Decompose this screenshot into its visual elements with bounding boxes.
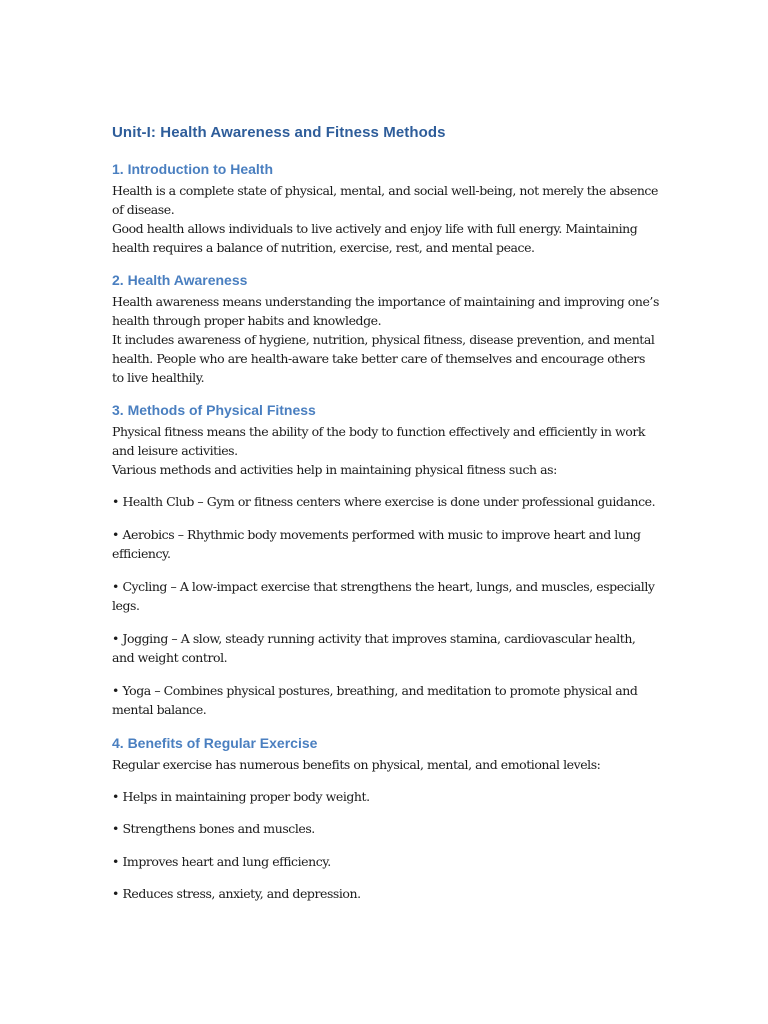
section-benefits-of-regular-exercise — [112, 734, 660, 904]
bullet-item: • Cycling – A low-impact exercise that strengthens the heart, lungs, and muscles, especially legs. — [112, 578, 655, 613]
bullet-item: • Reduces stress, anxiety, and depression. — [112, 886, 361, 901]
section-heading: 2. Health Awareness — [112, 272, 248, 288]
bullet-item: • Yoga – Combines physical postures, breathing, and meditation to promote physical and mental balance. — [112, 682, 638, 717]
bullet-item: • Health Club – Gym or fitness centers where exercise is done under professional guidance. — [112, 494, 656, 509]
paragraph: Health is a complete state of physical, mental, and social well-being, not merely the absence of disease. — [112, 183, 658, 217]
paragraph: Various methods and activities help in maintaining physical fitness such as: — [112, 462, 557, 477]
paragraph: Health awareness means understanding the importance of maintaining and improving one’s health through proper habits and knowledge. — [112, 294, 659, 328]
document-body — [112, 160, 660, 904]
section-heading: 3. Methods of Physical Fitness — [112, 402, 316, 418]
section-introduction-to-health — [112, 160, 660, 257]
document-title: Unit-I: Health Awareness and Fitness Methods — [112, 124, 446, 141]
section-heading: 1. Introduction to Health — [112, 161, 273, 177]
bullet-item: • Aerobics – Rhythmic body movements performed with music to improve heart and lung efficiency. — [112, 526, 641, 561]
section-methods-of-physical-fitness — [112, 401, 660, 720]
section-heading: 4. Benefits of Regular Exercise — [112, 734, 318, 751]
paragraph: It includes awareness of hygiene, nutrition, physical fitness, disease prevention, and mental health. People who are health-aware take better care of themselves and encourage others to live healthily. — [112, 332, 655, 385]
section-spacer — [112, 257, 660, 271]
bullet-item: • Helps in maintaining proper body weight. — [112, 788, 370, 804]
section-spacer — [112, 720, 660, 734]
bullet-item: • Strengthens bones and muscles. — [112, 821, 315, 836]
section-health-awareness — [112, 271, 660, 387]
bullet-item: • Jogging – A slow, steady running activity that improves stamina, cardiovascular health, and weight control. — [112, 630, 636, 665]
document-page — [112, 0, 660, 1024]
paragraph: Regular exercise has numerous benefits on physical, mental, and emotional levels: — [112, 756, 601, 772]
bullet-item: • Improves heart and lung efficiency. — [112, 853, 331, 869]
section-spacer — [112, 387, 660, 401]
paragraph: Good health allows individuals to live actively and enjoy life with full energy. Maintaining health requires a balance of nutrition, exercise, rest, and mental peace. — [112, 221, 638, 255]
paragraph: Physical fitness means the ability of the body to function effectively and efficiently in work and leisure activities. — [112, 424, 645, 458]
